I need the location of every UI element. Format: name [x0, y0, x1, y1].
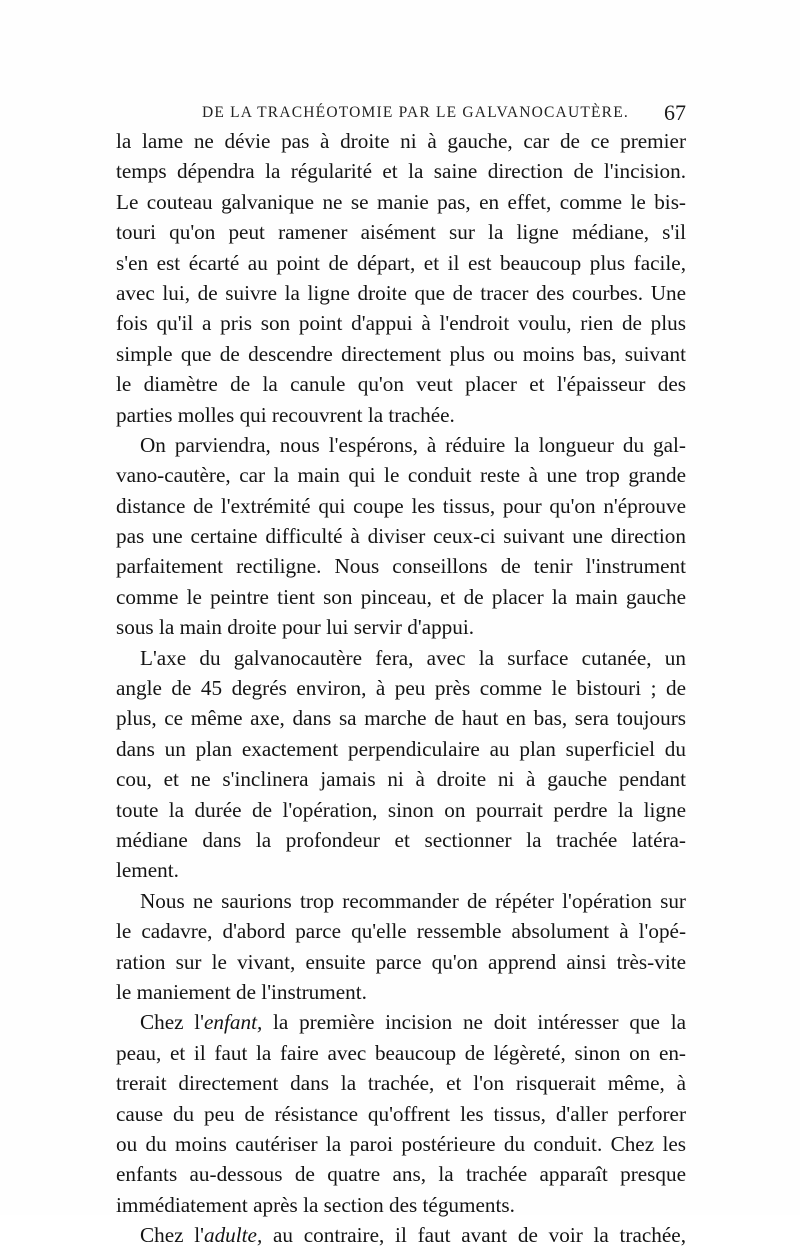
text-line: dans un plan exactement perpendiculaire au plan superficiel du: [116, 736, 686, 761]
text-line: peau, et il faut la faire avec beaucoup de légèreté, sinon on en-: [116, 1040, 686, 1065]
text-line: Nous ne saurions trop recommander de répéter l'opération sur: [140, 888, 686, 913]
text-line-adulte: [116, 1220, 686, 1250]
text-line: pas une certaine difficulté à diviser ceux-ci suivant une direction: [116, 524, 686, 549]
text-line: ou du moins cautériser la paroi postérieure du conduit. Chez les: [116, 1131, 686, 1156]
line-rest: au contraire, il faut avant de voir la trachée,: [262, 1223, 686, 1248]
text-line: lement.: [116, 858, 179, 883]
text-line: Le couteau galvanique ne se manie pas, en effet, comme le bis-: [116, 189, 686, 214]
line-rest: la première incision ne doit intéresser que la: [262, 1010, 686, 1035]
italic-word-adulte: adulte,: [203, 1223, 263, 1248]
text-line: immédiatement après la section des téguments.: [116, 1192, 515, 1217]
body-text: [116, 126, 686, 1250]
text-line: parfaitement rectiligne. Nous conseillons de tenir l'instrument: [116, 554, 686, 579]
text-line: s'en est écarté au point de départ, et il est beaucoup plus facile,: [116, 250, 686, 275]
text-line: ration sur le vivant, ensuite parce qu'on apprend ainsi très-vite: [116, 949, 686, 974]
text-line: simple que de descendre directement plus ou moins bas, suivant: [116, 341, 686, 366]
page-number: 67: [664, 100, 686, 125]
italic-word-enfant: enfant,: [204, 1010, 263, 1035]
text-line: sous la main droite pour lui servir d'appui.: [116, 615, 475, 640]
page-header: [116, 100, 686, 128]
text-line: comme le peintre tient son pinceau, et de placer la main gauche: [116, 584, 686, 609]
text-line: cause du peu de résistance qu'offrent les tissus, d'aller perforer: [116, 1101, 686, 1126]
text-line: angle de 45 degrés environ, à peu près comme le bistouri ; de: [116, 676, 686, 701]
text-line: le diamètre de la canule qu'on veut placer et l'épaisseur des: [116, 372, 686, 397]
line-lead: Chez l': [140, 1223, 204, 1248]
text-line: plus, ce même axe, dans sa marche de haut en bas, sera toujours: [116, 706, 686, 731]
text-line: cou, et ne s'inclinera jamais ni à droite ni à gauche pendant: [116, 767, 686, 792]
text-line: toute la durée de l'opération, sinon on pourrait perdre la ligne: [116, 797, 686, 822]
text-line: parties molles qui recouvrent la trachée.: [116, 402, 455, 427]
text-line-enfant: [116, 1007, 686, 1037]
text-line: On parviendra, nous l'espérons, à réduire la longueur du gal-: [140, 432, 686, 457]
text-line: vano-cautère, car la main qui le conduit reste à une trop grande: [116, 463, 686, 488]
line-lead: Chez l': [140, 1010, 204, 1035]
text-line: le cadavre, d'abord parce qu'elle ressemble absolument à l'opé-: [116, 919, 686, 944]
text-line: médiane dans la profondeur et sectionner la trachée latéra-: [116, 827, 686, 852]
text-line: touri qu'on peut ramener aisément sur la ligne médiane, s'il: [116, 220, 686, 245]
text-line: L'axe du galvanocautère fera, avec la surface cutanée, un: [140, 645, 686, 670]
text-line: enfants au-dessous de quatre ans, la trachée apparaît presque: [116, 1162, 686, 1187]
text-line: la lame ne dévie pas à droite ni à gauche, car de ce premier: [116, 129, 686, 153]
text-line: distance de l'extrémité qui coupe les tissus, pour qu'on n'éprouve: [116, 493, 686, 518]
text-line: avec lui, de suivre la ligne droite que de tracer des courbes. Une: [116, 280, 686, 305]
text-line: le maniement de l'instrument.: [116, 979, 367, 1004]
text-line: temps dépendra la régularité et la saine direction de l'incision.: [116, 159, 686, 184]
text-line: trerait directement dans la trachée, et l'on risquerait même, à: [116, 1071, 686, 1096]
text-line: fois qu'il a pris son point d'appui à l'endroit voulu, rien de plus: [116, 311, 686, 336]
running-title: DE LA TRACHÉOTOMIE PAR LE GALVANOCAUTÈRE.: [202, 104, 629, 121]
